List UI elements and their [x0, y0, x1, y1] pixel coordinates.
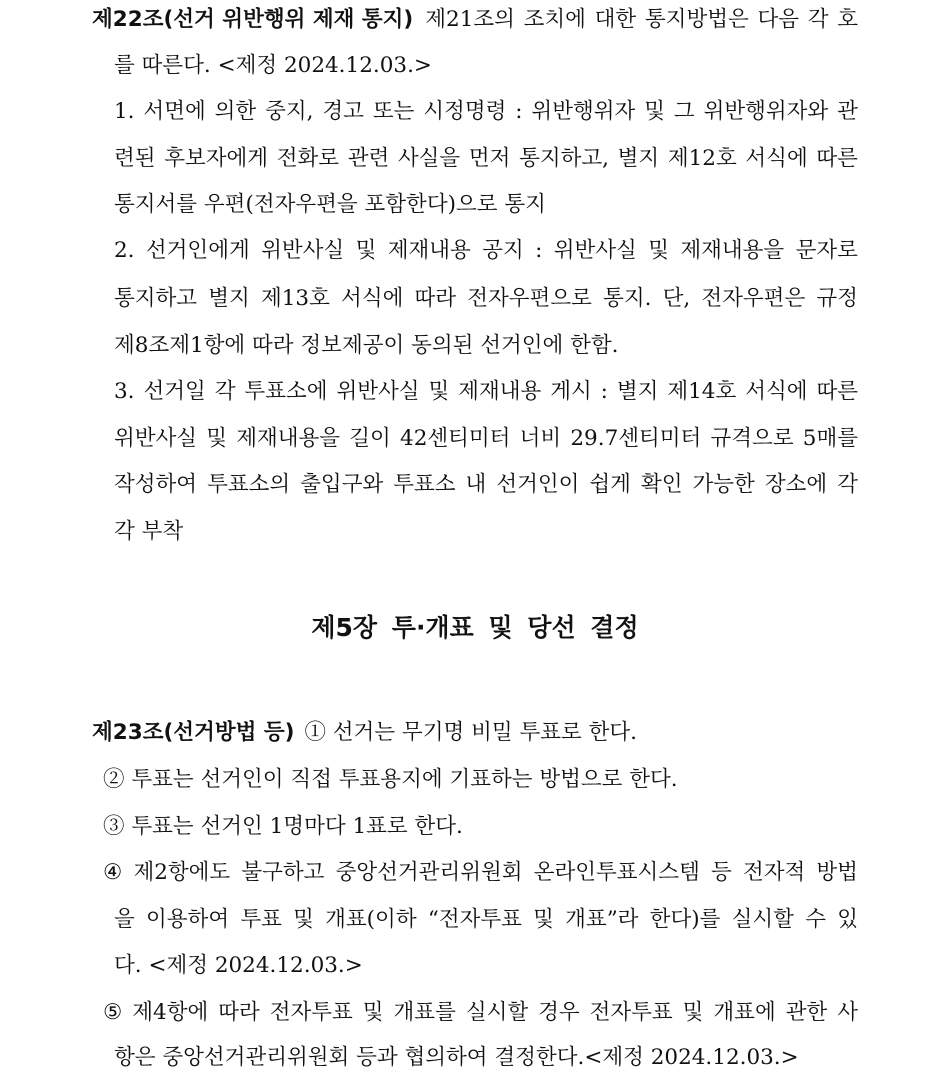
word: 제14호: [667, 379, 737, 404]
word: 제재내용: [458, 379, 542, 404]
word: 위반행위자와: [703, 99, 829, 124]
word: 및: [206, 426, 228, 451]
word: 따라: [218, 1000, 260, 1025]
article-23-first-line: [92, 718, 637, 748]
word: 따른: [816, 379, 858, 404]
word: :: [515, 99, 523, 124]
word: 관한: [785, 1000, 828, 1025]
word: 선거인에게: [145, 238, 250, 263]
word: 별지: [617, 146, 660, 171]
word: 먼저: [468, 146, 511, 171]
item-2-line-3: 제8조제1항에 따라 정보제공이 동의된 선거인에 한함.: [114, 333, 619, 358]
word: “전자투표: [427, 907, 522, 932]
word: 개표를: [393, 1000, 456, 1025]
word: 장소에: [764, 472, 828, 497]
word: 게시: [550, 379, 592, 404]
word: 제재내용: [387, 238, 471, 263]
word: 가능한: [692, 472, 755, 497]
word: 제재내용을: [680, 238, 785, 263]
article-23-para-4-line-1: [103, 858, 858, 888]
word: 제13호: [260, 286, 330, 311]
word: 있: [837, 907, 858, 932]
word: 다음: [757, 7, 800, 32]
word: 1.: [114, 99, 135, 124]
word: 사: [837, 1000, 858, 1025]
word: 전자적: [742, 860, 806, 885]
word: 선거일: [143, 379, 206, 404]
word: 5매를: [802, 426, 858, 451]
word: 통지하고: [114, 286, 198, 311]
word: 사실을: [397, 146, 461, 171]
word: 및: [648, 238, 669, 263]
word: 서식에: [341, 286, 404, 311]
item-1-line-1: [114, 97, 858, 127]
word: 및: [644, 99, 665, 124]
word: 전자우편으로: [467, 286, 592, 311]
word: 전화로: [276, 146, 340, 171]
word: 규정: [816, 286, 858, 311]
word: 서식에: [745, 379, 808, 404]
word: 투표: [240, 907, 282, 932]
word: 한다)를: [649, 907, 721, 932]
word: 각: [837, 472, 858, 497]
word: 대한: [594, 7, 637, 32]
item-3-line-3: [114, 470, 858, 500]
word: 조치에: [523, 7, 586, 32]
word: 또는: [372, 99, 415, 124]
word: 및: [362, 1000, 384, 1025]
word: 호: [837, 7, 858, 32]
item-2-line-1: [114, 236, 858, 266]
item-1-line-3: 통지서를 우편(전자우편을 포함한다)으로 통지: [114, 192, 546, 217]
word: 42센티미터: [400, 426, 511, 451]
word: 길이: [349, 426, 391, 451]
article-23-para-3: ③ 투표는 선거인 1명마다 1표로 한다.: [103, 814, 463, 839]
word: 전자투표: [269, 1000, 353, 1025]
word: 문자로: [795, 238, 858, 263]
word: 통지하고,: [519, 146, 609, 171]
word: 실시할: [465, 1000, 529, 1025]
word: 작성하여: [114, 472, 198, 497]
word: 개표에: [713, 1000, 776, 1025]
word: 위반행위자: [531, 99, 636, 124]
word: 및: [355, 238, 377, 263]
article-22-intro-continued: 를 따른다. <제정 2024.12.03.>: [114, 53, 432, 78]
word: 위반사실: [553, 238, 637, 263]
word: 중앙선거관리위원회: [335, 860, 523, 885]
word: 규격으로: [710, 426, 794, 451]
article-22-intro: [425, 5, 858, 35]
word: 및: [533, 907, 554, 932]
article-23-para-1: ① 선거는 무기명 비밀 투표로 한다.: [304, 720, 637, 745]
word: 제4항에: [132, 1000, 209, 1025]
word: 등: [711, 860, 732, 885]
word: 불구하고: [241, 860, 325, 885]
word: 위반사실: [261, 238, 345, 263]
word: 별지: [208, 286, 250, 311]
word: 투표소: [393, 472, 456, 497]
word: 련된: [114, 146, 156, 171]
word: 관련: [347, 146, 390, 171]
word: 경고: [322, 99, 364, 124]
word: 이용하여: [146, 907, 230, 932]
item-2-line-2: [114, 284, 858, 314]
word: 투표소의: [207, 472, 291, 497]
word: 제12호: [667, 146, 737, 171]
word: 공지: [482, 238, 524, 263]
word: 단,: [662, 286, 691, 311]
word: 29.7센티미터: [570, 426, 702, 451]
word: 실시할: [731, 907, 794, 932]
word: 후보자에게: [164, 146, 269, 171]
word: ⑤: [103, 1000, 123, 1025]
article-22-title: 제22조(선거 위반행위 제재 통지): [92, 7, 414, 32]
word: 및: [428, 379, 450, 404]
item-3-line-1: [114, 377, 858, 407]
word: 을: [114, 907, 135, 932]
article-23-title: 제23조(선거방법 등): [92, 720, 295, 745]
word: 투표소에: [244, 379, 328, 404]
word: 각: [807, 7, 829, 32]
chapter-heading: 제5장 투·개표 및 당선 결정: [311, 613, 639, 642]
word: 각: [214, 379, 236, 404]
word: 온라인투표시스템: [533, 860, 700, 885]
word: 관: [837, 99, 858, 124]
item-3-line-2: [114, 424, 858, 454]
word: 제21조의: [425, 7, 515, 32]
word: 시정명령: [423, 99, 507, 124]
word: 서식에: [745, 146, 808, 171]
word: 위반사실: [336, 379, 420, 404]
word: 경우: [538, 1000, 580, 1025]
article-23-para-4-line-3: 다. <제정 2024.12.03.>: [114, 953, 363, 978]
word: 의한: [214, 99, 257, 124]
word: 위반사실: [114, 426, 198, 451]
word: :: [600, 379, 608, 404]
word: 내: [465, 472, 487, 497]
word: 전자우편은: [701, 286, 806, 311]
word: 및: [293, 907, 314, 932]
word: 개표”라: [565, 907, 639, 932]
word: 중지,: [265, 99, 314, 124]
word: 따른: [816, 146, 858, 171]
word: 및: [682, 1000, 704, 1025]
word: 그: [673, 99, 695, 124]
word: 서면에: [143, 99, 206, 124]
word: 3.: [114, 379, 135, 404]
word: 따라: [414, 286, 457, 311]
item-1-line-2: [114, 144, 858, 174]
word: 선거인이: [496, 472, 580, 497]
article-23-para-5-line-1: [103, 998, 858, 1028]
word: 전자투표: [589, 1000, 673, 1025]
word: 너비: [519, 426, 562, 451]
item-3-line-4: 각 부착: [114, 519, 184, 544]
word: 통지방법은: [644, 7, 749, 32]
word: ④: [103, 860, 123, 885]
word: 수: [805, 907, 826, 932]
word: 출입구와: [300, 472, 384, 497]
word: 제재내용을: [236, 426, 341, 451]
word: :: [535, 238, 543, 263]
article-23-para-4-line-2: [114, 905, 858, 935]
word: 개표(이하: [325, 907, 417, 932]
article-23-para-5-line-2: 항은 중앙선거관리위원회 등과 협의하여 결정한다.<제정 2024.12.03.>: [114, 1045, 799, 1070]
word: 2.: [114, 238, 135, 263]
article-23-para-2: ② 투표는 선거인이 직접 투표용지에 기표하는 방법으로 한다.: [103, 767, 678, 792]
article-22-first-line: [92, 5, 858, 35]
word: 통지.: [603, 286, 652, 311]
word: 쉽게: [589, 472, 631, 497]
word: 확인: [640, 472, 683, 497]
word: 방법: [816, 860, 858, 885]
word: 별지: [616, 379, 659, 404]
word: 제2항에도: [133, 860, 231, 885]
